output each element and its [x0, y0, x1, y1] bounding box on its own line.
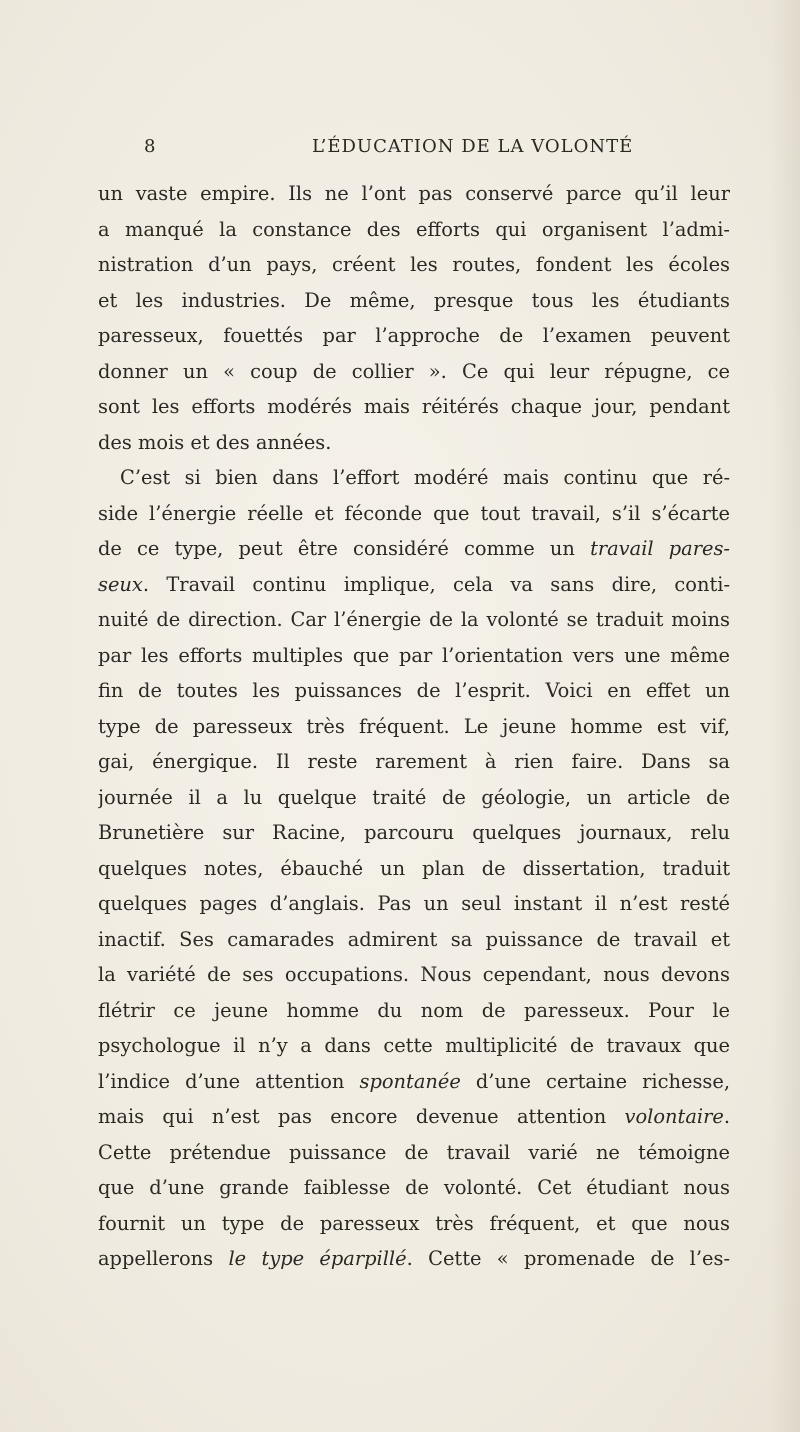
text-segment: et les industries. De même, presque tous les étudiants [98, 288, 730, 312]
text-line [98, 247, 730, 283]
text-segment: . [723, 1105, 730, 1128]
text-segment: Cette prétendue puissance de travail varié ne témoigne [98, 1140, 730, 1164]
text-line [98, 1241, 730, 1277]
text-line [98, 318, 730, 354]
text-segment: des mois et des années. [98, 430, 332, 454]
text-line [98, 922, 730, 958]
italic-text: travail pares- [590, 537, 730, 560]
text-segment: quelques pages d’anglais. Pas un seul instant il n’est resté [98, 892, 730, 915]
text-segment: inactif. Ses camarades admirent sa puissance de travail et [98, 927, 730, 951]
text-segment: la variété de ses occupations. Nous cependant, nous devons [98, 963, 730, 986]
text-line [98, 389, 730, 425]
text-line [98, 1028, 730, 1064]
text-segment: quelques notes, ébauché un plan de dissertation, traduit [98, 856, 730, 880]
text-segment: flétrir ce jeune homme du nom de paresseux. Pour le [98, 998, 730, 1022]
text-segment: mais qui n’est pas encore devenue attention [98, 1105, 625, 1128]
text-line [98, 354, 730, 390]
text-segment: psychologue il n’y a dans cette multiplicité de travaux que [98, 1034, 730, 1057]
text-segment: gai, énergique. Il reste rarement à rien faire. Dans sa [98, 750, 730, 773]
text-segment: paresseux, fouettés par l’approche de l’examen peuvent [98, 324, 730, 347]
text-segment: side l’énergie réelle et féconde que tout travail, s’il s’écarte [98, 501, 730, 525]
text-line [98, 212, 730, 248]
text-line [98, 1135, 730, 1171]
text-segment: . Cette « promenade de l’es- [406, 1247, 730, 1270]
running-header [144, 136, 730, 162]
page-number: 8 [144, 136, 157, 157]
text-line [98, 1064, 730, 1100]
italic-text: spontanée [359, 1069, 461, 1093]
text-segment: de ce type, peut être considéré comme un [98, 537, 591, 560]
text-segment: donner un « coup de collier ». Ce qui leur répugne, ce [98, 359, 730, 383]
text-segment: Brunetière sur Racine, parcouru quelques journaux, relu [98, 821, 730, 844]
text-line [98, 567, 730, 603]
text-line [98, 851, 730, 887]
text-segment: type de paresseux très fréquent. Le jeune homme est vif, [98, 714, 730, 738]
text-line [98, 957, 730, 993]
text-line [98, 1206, 730, 1242]
text-segment: que d’une grande faiblesse de volonté. Cet étudiant nous [98, 1176, 730, 1199]
text-line [98, 176, 730, 212]
text-segment: l’indice d’une attention [98, 1069, 360, 1093]
text-line [98, 1099, 730, 1135]
text-line [98, 460, 730, 496]
italic-text: le type éparpillé [228, 1247, 407, 1270]
text-line [98, 602, 730, 638]
text-segment: sont les efforts modérés mais réitérés chaque jour, pendant [98, 395, 730, 418]
body-text [98, 176, 730, 1277]
text-line [98, 1170, 730, 1206]
text-segment: journée il a lu quelque traité de géologie, un article de [98, 785, 730, 809]
text-segment: nuité de direction. Car l’énergie de la volonté se traduit moins [98, 608, 730, 631]
text-segment: un vaste empire. Ils ne l’ont pas conservé parce qu’il leur [98, 182, 730, 205]
italic-text: seux [98, 572, 143, 596]
text-line [98, 815, 730, 851]
text-line [98, 744, 730, 780]
text-segment: . Travail continu implique, cela va sans dire, conti- [142, 572, 730, 596]
text-segment: fin de toutes les puissances de l’esprit. Voici en effet un [98, 679, 730, 702]
text-line [98, 531, 730, 567]
italic-text: volontaire [624, 1105, 724, 1128]
text-line [98, 283, 730, 319]
text-segment: appellerons [98, 1247, 229, 1270]
text-line [98, 673, 730, 709]
text-segment: fournit un type de paresseux très fréquent, et que nous [98, 1211, 730, 1235]
text-segment: a manqué la constance des efforts qui organisent l’admi- [98, 217, 730, 241]
text-segment: nistration d’un pays, créent les routes, fondent les écoles [98, 253, 730, 276]
text-line [98, 709, 730, 745]
text-line [98, 993, 730, 1029]
running-title: L’ÉDUCATION DE LA VOLONTÉ [312, 136, 634, 157]
text-line [98, 886, 730, 922]
text-line [98, 425, 730, 461]
text-line [98, 638, 730, 674]
text-line [98, 780, 730, 816]
text-segment: par les efforts multiples que par l’orientation vers une même [98, 643, 730, 667]
text-line [98, 496, 730, 532]
text-segment: d’une certaine richesse, [460, 1069, 730, 1093]
text-segment: C’est si bien dans l’effort modéré mais continu que ré- [120, 466, 730, 489]
